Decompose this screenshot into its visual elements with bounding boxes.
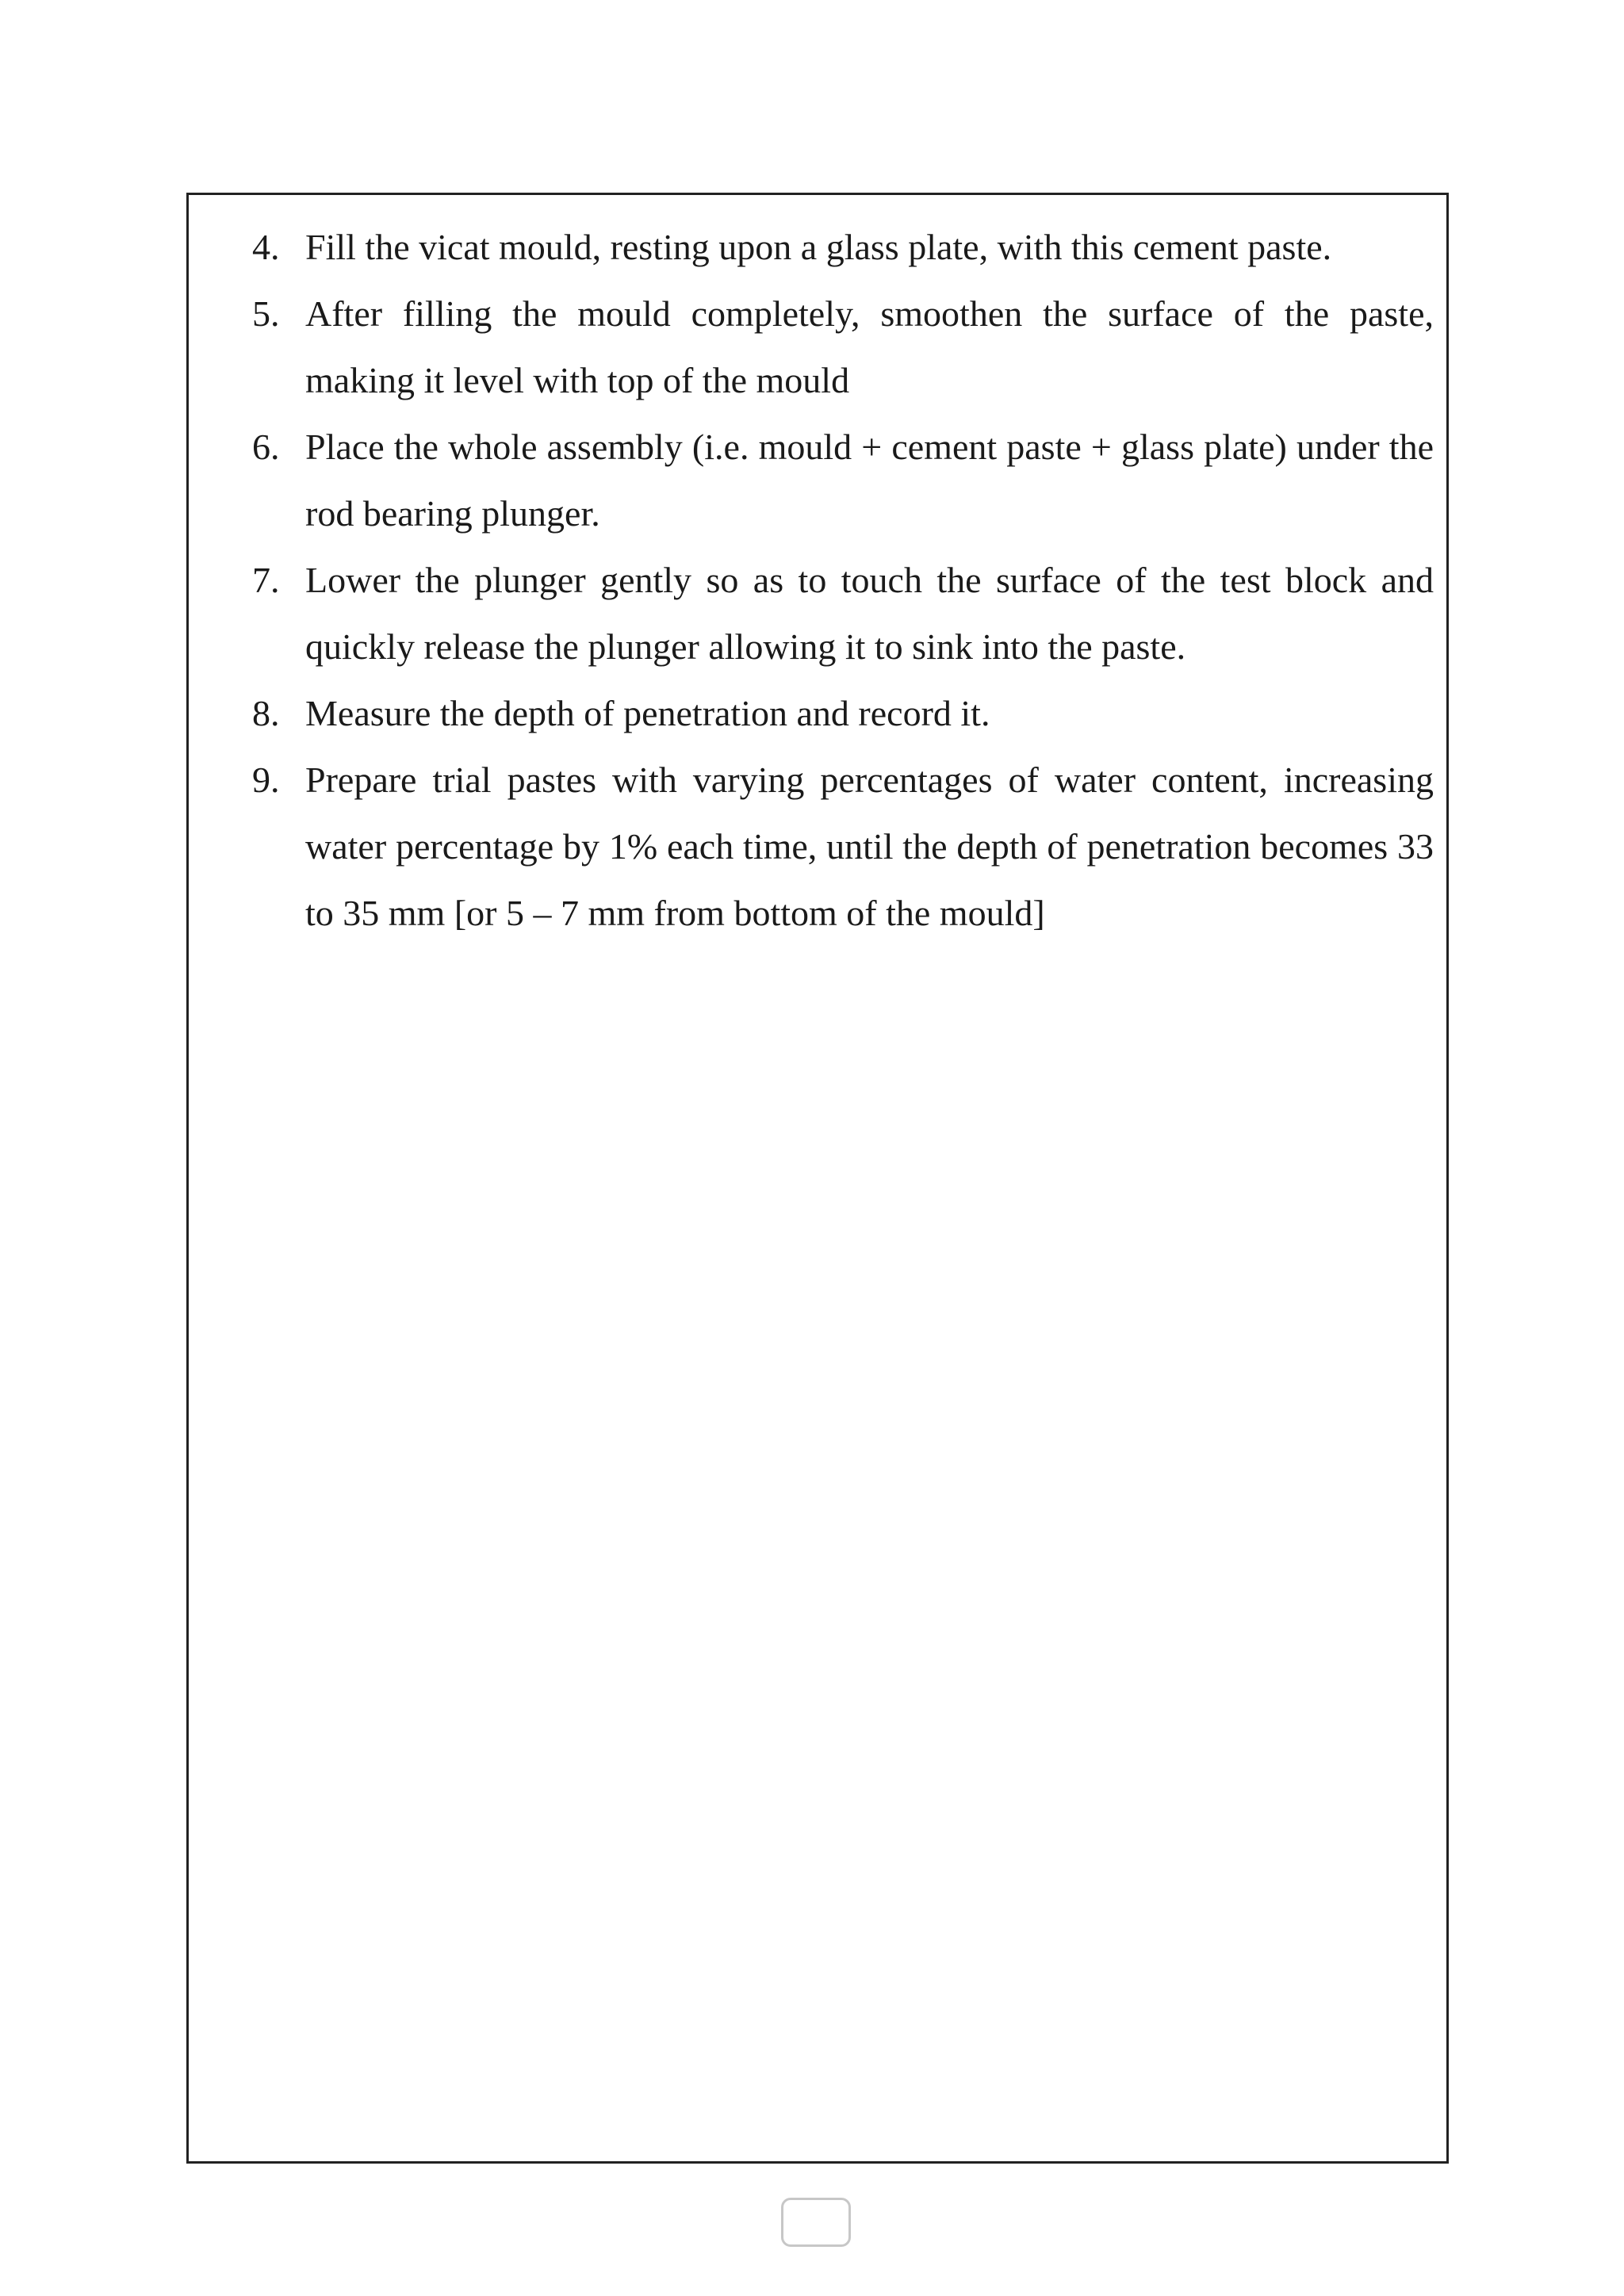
step-number: 6. <box>252 427 280 467</box>
procedure-step <box>252 414 1434 547</box>
procedure-step <box>252 281 1434 414</box>
step-text: Place the whole assembly (i.e. mould + cement paste + glass plate) under the rod bearing plunger. <box>305 427 1434 534</box>
page-number-box <box>781 2198 851 2247</box>
procedure-list <box>252 214 1434 947</box>
step-text: Fill the vicat mould, resting upon a glass plate, with this cement paste. <box>305 227 1332 267</box>
procedure-step <box>252 680 1434 747</box>
procedure-step <box>252 547 1434 680</box>
step-text: Prepare trial pastes with varying percentages of water content, increasing water percentage by 1% each time, until the depth of penetration becomes 33 to 35 mm [or 5 – 7 mm from bottom of the mould] <box>305 760 1434 933</box>
step-number: 7. <box>252 560 280 600</box>
step-text: Lower the plunger gently so as to touch the surface of the test block and quickly release the plunger allowing it to sink into the paste. <box>305 560 1434 667</box>
procedure-step <box>252 747 1434 947</box>
step-number: 9. <box>252 760 280 800</box>
step-number: 5. <box>252 293 280 334</box>
step-number: 4. <box>252 227 280 267</box>
step-text: Measure the depth of penetration and record it. <box>305 693 990 733</box>
step-text: After filling the mould completely, smoothen the surface of the paste, making it level with top of the mould <box>305 293 1434 400</box>
procedure-step <box>252 214 1434 281</box>
step-number: 8. <box>252 693 280 733</box>
content-frame <box>186 193 1449 2164</box>
